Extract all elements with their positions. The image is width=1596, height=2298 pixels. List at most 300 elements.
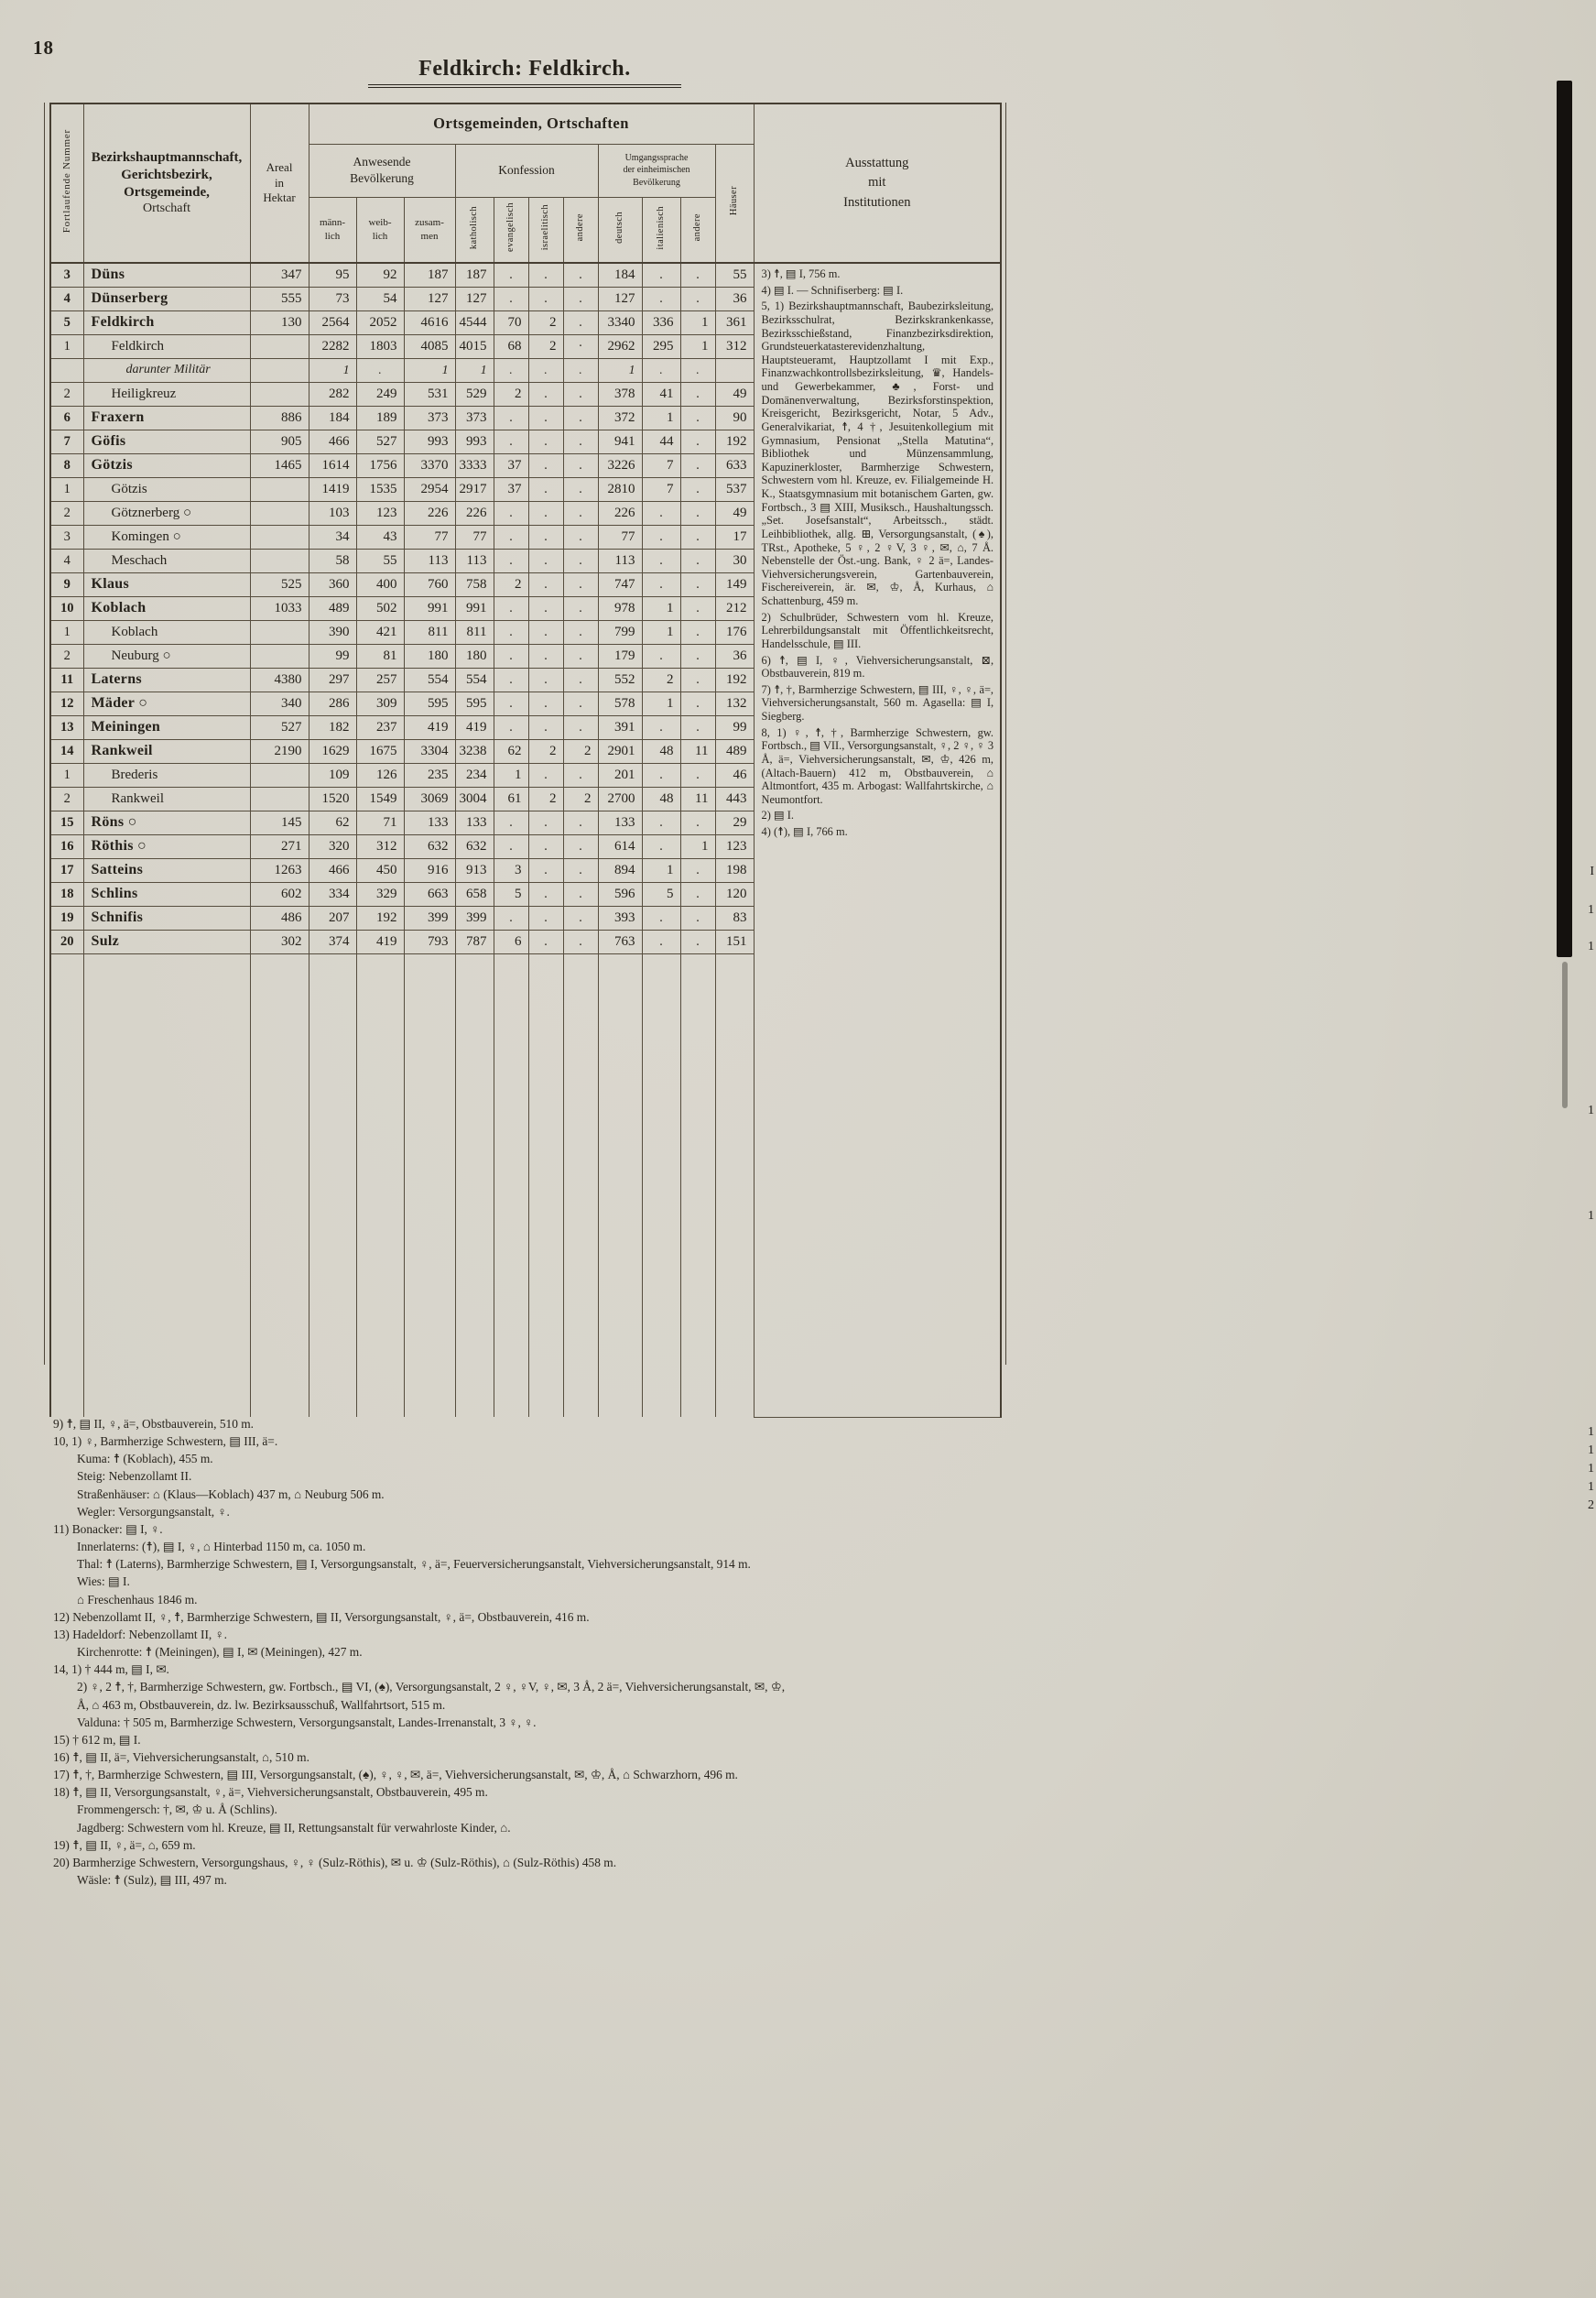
value-cell: 419 — [455, 716, 494, 740]
value-cell: 334 — [309, 883, 356, 907]
value-cell: 103 — [309, 502, 356, 526]
page-number: 18 — [33, 37, 54, 59]
institution-note: 7) ☨, †, Barmherzige Schwestern, ▤ III, ♀, ♀, ä=, Viehversicherungsanstalt, 560 m. Agasella: ▤ I, Siegberg. — [761, 682, 994, 723]
value-cell: 1 — [642, 692, 680, 716]
place-name: Götzis — [83, 454, 250, 478]
value-cell: . — [680, 407, 715, 430]
value-cell: . — [642, 550, 680, 573]
place-name: Götzis — [83, 478, 250, 502]
empty-cell — [528, 954, 563, 1418]
institution-note: 2) Schulbrüder, Schwestern vom hl. Kreuze, Lehrerbildungsanstalt mit Öffentlichkeitsrecht, Handelsschule, ▤ III. — [761, 610, 994, 650]
footnote-line: 13) Hadeldorf: Nebenzollamt II, ♀. — [53, 1627, 228, 1641]
value-cell: 271 — [250, 835, 309, 859]
row-number: 2 — [50, 502, 83, 526]
value-cell: 7 — [642, 478, 680, 502]
value-cell: 133 — [598, 811, 642, 835]
value-cell: 466 — [309, 859, 356, 883]
row-number: 1 — [50, 478, 83, 502]
value-cell: . — [680, 359, 715, 383]
value-cell: . — [528, 454, 563, 478]
value-cell: 90 — [715, 407, 754, 430]
value-cell: 226 — [455, 502, 494, 526]
value-cell: 419 — [404, 716, 455, 740]
value-cell: 41 — [642, 383, 680, 407]
col-header-katholisch: katholisch — [455, 197, 494, 263]
place-name: Feldkirch — [83, 311, 250, 335]
place-name: Klaus — [83, 573, 250, 597]
value-cell: 83 — [715, 907, 754, 931]
value-cell: 43 — [356, 526, 404, 550]
row-number: 5 — [50, 311, 83, 335]
footnote-line: Å, ⌂ 463 m, Obstbauverein, dz. lw. Bezirksausschuß, Wallfahrtsort, 515 m. — [77, 1697, 446, 1712]
value-cell — [250, 335, 309, 359]
col-header-andere-konfession: andere — [563, 197, 598, 263]
value-cell: 37 — [494, 478, 528, 502]
footnote-line: Valduna: † 505 m, Barmherzige Schwestern, Versorgungsanstalt, Landes-Irrenanstalt, 3 ♀, ♀. — [77, 1715, 537, 1729]
value-cell: 466 — [309, 430, 356, 454]
value-cell: 2 — [528, 311, 563, 335]
value-cell: 993 — [404, 430, 455, 454]
place-name: Mäder ○ — [83, 692, 250, 716]
institution-note: 5, 1) Bezirkshauptmannschaft, Baubezirksleitung, Bezirksschulrat, Bezirkskrankenkasse, Bezirksschießstand, Finanzbezirksdirektion, Grundsteuerkatasterevidenzhaltung, Hauptsteueramt, Hauptzollamt I mit Exp., Finanzwachkontrollsbezirksleitung, ♛, Handels- und Gewerbekammer, ♣, Forst- und Domänenverwaltung, Bezirksforstinspektion, Kreisgericht, Bezirksgericht, Notar, 5 Adv., Generalvikariat, ☨, 4 †, Jesuitenkollegium mit Gymnasium, Pensionat „Stella Matutina“, Bibliothek und Münzensammlung, Kapuzinerkloster, Barmherzige Schwestern, Schwestern vom hl. Kreuze, ev. Filialgemeinde H. K., Staatsgymnasium mit botanischem Garten, gw. Fortbsch., 3 ▤ XIII, Musiksch., Haushaltungssch. „Set. Josefsanstalt“, Arbeitssch., städt. Leihbibliothek, allg. ⊞, Versorgungsanstalt, (♠), TRst., Apotheke, 5 ♀, 2 ♀V, 3 ♀, ✉, ⌂, 7 Å. Nebenstelle der Öst.-ung. Bank, ♀ 2 ä=, Landes-Viehversicherungsverein, Gartenbauverein, Fischereiverein, är. ✉, ♔, Å, Kurhaus, ⌂ Schattenburg, 459 m. — [761, 300, 994, 607]
edge-bleed-character: 1 — [1588, 903, 1594, 917]
institution-note: 3) ☨, ▤ I, 756 m. — [761, 267, 841, 280]
value-cell: 192 — [715, 669, 754, 692]
value-cell: 48 — [642, 740, 680, 764]
value-cell: 554 — [404, 669, 455, 692]
place-name: Röthis ○ — [83, 835, 250, 859]
value-cell: 73 — [309, 288, 356, 311]
value-cell: 312 — [356, 835, 404, 859]
empty-cell — [455, 954, 494, 1418]
empty-cell — [563, 954, 598, 1418]
value-cell: 443 — [715, 788, 754, 811]
place-name: Dünserberg — [83, 288, 250, 311]
footnote-line: Straßenhäuser: ⌂ (Klaus—Koblach) 437 m, ⌂ Neuburg 506 m. — [77, 1487, 385, 1501]
row-number: 1 — [50, 764, 83, 788]
footnote-line: 19) ☨, ▤ II, ♀, ä=, ⌂, 659 m. — [53, 1837, 196, 1852]
value-cell: 5 — [642, 883, 680, 907]
value-cell: 2 — [563, 740, 598, 764]
row-number: 13 — [50, 716, 83, 740]
value-cell: 633 — [715, 454, 754, 478]
value-cell: 44 — [642, 430, 680, 454]
value-cell: 62 — [494, 740, 528, 764]
value-cell: 489 — [715, 740, 754, 764]
scan-edge-artifact — [1557, 81, 1572, 957]
row-number: 11 — [50, 669, 83, 692]
value-cell: . — [680, 478, 715, 502]
value-cell: 226 — [404, 502, 455, 526]
empty-cell — [680, 954, 715, 1418]
value-cell — [250, 788, 309, 811]
value-cell: 34 — [309, 526, 356, 550]
value-cell: 1 — [455, 359, 494, 383]
value-cell: 320 — [309, 835, 356, 859]
value-cell: 71 — [356, 811, 404, 835]
value-cell: 978 — [598, 597, 642, 621]
col-header-zusammen: zusam- men — [404, 197, 455, 263]
value-cell: . — [494, 502, 528, 526]
value-cell: 450 — [356, 859, 404, 883]
value-cell: 187 — [455, 263, 494, 288]
institution-note: 4) (☨), ▤ I, 766 m. — [761, 825, 848, 838]
footnote-line: Wäsle: ☨ (Sulz), ▤ III, 497 m. — [77, 1873, 227, 1888]
value-cell: 913 — [455, 859, 494, 883]
value-cell: 1535 — [356, 478, 404, 502]
value-cell: 151 — [715, 931, 754, 954]
value-cell: 54 — [356, 288, 404, 311]
value-cell: . — [642, 907, 680, 931]
row-number: 3 — [50, 526, 83, 550]
value-cell: 2 — [563, 788, 598, 811]
value-cell: . — [642, 359, 680, 383]
col-header-umgangssprache: Umgangssprache der einheimischen Bevölkerung — [598, 144, 715, 197]
place-name: Komingen ○ — [83, 526, 250, 550]
value-cell: . — [494, 811, 528, 835]
edge-bleed-character: 1 — [1588, 1209, 1594, 1223]
value-cell: . — [494, 835, 528, 859]
value-cell: 1 — [642, 407, 680, 430]
value-cell: . — [494, 645, 528, 669]
value-cell: . — [680, 811, 715, 835]
value-cell: . — [680, 550, 715, 573]
value-cell: . — [680, 526, 715, 550]
value-cell: 126 — [356, 764, 404, 788]
value-cell — [250, 550, 309, 573]
col-header-anwesende-bevoelkerung: Anwesende Bevölkerung — [309, 144, 455, 197]
value-cell: 399 — [455, 907, 494, 931]
value-cell: 68 — [494, 335, 528, 359]
value-cell: . — [494, 621, 528, 645]
value-cell: 941 — [598, 430, 642, 454]
value-cell: 799 — [598, 621, 642, 645]
value-cell: 92 — [356, 263, 404, 288]
value-cell: 595 — [404, 692, 455, 716]
table-header — [50, 103, 1001, 263]
footnote-line: 2) ♀, 2 ☨, †, Barmherzige Schwestern, gw. Fortbsch., ▤ VI, (♠), Versorgungsanstalt, 2 ♀, ♀V, ♀, ✉, 3 Å, 2 ä=, Viehversicherungsanstalt, ✉, ♔, — [77, 1680, 786, 1694]
value-cell: 99 — [715, 716, 754, 740]
value-cell: 282 — [309, 383, 356, 407]
value-cell: 1 — [598, 359, 642, 383]
place-name: Rankweil — [83, 740, 250, 764]
value-cell: 378 — [598, 383, 642, 407]
institution-note: 2) ▤ I. — [761, 809, 794, 822]
col-header-bezirkshauptmannschaft: Bezirkshauptmannschaft, Gerichtsbezirk, Ortsgemeinde, Ortschaft — [83, 103, 250, 263]
footnote-line: 12) Nebenzollamt II, ♀, ☨, Barmherzige Schwestern, ▤ II, Versorgungsanstalt, ♀, ä=, Obstbauverein, 416 m. — [53, 1609, 590, 1624]
value-cell — [250, 621, 309, 645]
value-cell: . — [563, 359, 598, 383]
value-cell: . — [528, 407, 563, 430]
value-cell: . — [563, 669, 598, 692]
value-cell: . — [528, 835, 563, 859]
row-number: 1 — [50, 621, 83, 645]
footnote-line: Wies: ▤ I. — [77, 1574, 130, 1589]
value-cell: 1 — [642, 597, 680, 621]
value-cell: 70 — [494, 311, 528, 335]
value-cell: . — [680, 931, 715, 954]
value-cell: 632 — [404, 835, 455, 859]
value-cell: 234 — [455, 764, 494, 788]
value-cell: 2 — [494, 573, 528, 597]
value-cell: 113 — [598, 550, 642, 573]
place-name: Neuburg ○ — [83, 645, 250, 669]
value-cell: 991 — [404, 597, 455, 621]
row-number: 3 — [50, 263, 83, 288]
value-cell: . — [528, 645, 563, 669]
value-cell: . — [563, 526, 598, 550]
row-number: 20 — [50, 931, 83, 954]
col-header-maennlich: männ- lich — [309, 197, 356, 263]
place-name: Meiningen — [83, 716, 250, 740]
group-header-ortsgemeinden-ortschaften: Ortsgemeinden, Ortschaften — [309, 103, 754, 144]
value-cell: . — [642, 502, 680, 526]
value-cell: 81 — [356, 645, 404, 669]
value-cell: 192 — [715, 430, 754, 454]
row-number — [50, 359, 83, 383]
value-cell: 1520 — [309, 788, 356, 811]
value-cell: 49 — [715, 383, 754, 407]
fortlaufende-nummer-label: Fortlaufende Nummer — [61, 128, 73, 234]
value-cell: 62 — [309, 811, 356, 835]
statistics-table — [49, 103, 1002, 1418]
value-cell: 99 — [309, 645, 356, 669]
value-cell: 894 — [598, 859, 642, 883]
place-name: Brederis — [83, 764, 250, 788]
value-cell: . — [563, 883, 598, 907]
value-cell: 373 — [455, 407, 494, 430]
value-cell: 1 — [642, 859, 680, 883]
value-cell: 1803 — [356, 335, 404, 359]
value-cell: 552 — [598, 669, 642, 692]
col-header-evangelisch: evangelisch — [494, 197, 528, 263]
row-number: 7 — [50, 430, 83, 454]
value-cell: . — [642, 288, 680, 311]
edge-bleed-character: I — [1590, 865, 1594, 878]
value-cell — [250, 764, 309, 788]
value-cell: 340 — [250, 692, 309, 716]
value-cell: . — [680, 288, 715, 311]
value-cell — [250, 478, 309, 502]
empty-cell — [309, 954, 356, 1418]
value-cell: . — [528, 716, 563, 740]
value-cell: 614 — [598, 835, 642, 859]
value-cell: 3 — [494, 859, 528, 883]
place-name: Schlins — [83, 883, 250, 907]
footnote-line: 18) ☨, ▤ II, Versorgungsanstalt, ♀, ä=, Viehversicherungsanstalt, Obstbauverein, 495 m. — [53, 1785, 488, 1800]
value-cell: 763 — [598, 931, 642, 954]
value-cell: 793 — [404, 931, 455, 954]
value-cell: . — [680, 430, 715, 454]
value-cell — [250, 359, 309, 383]
row-number: 2 — [50, 788, 83, 811]
value-cell: . — [680, 692, 715, 716]
row-number: 12 — [50, 692, 83, 716]
footnote-line: Wegler: Versorgungsanstalt, ♀. — [77, 1504, 230, 1519]
value-cell: 400 — [356, 573, 404, 597]
value-cell: 916 — [404, 859, 455, 883]
value-cell: 419 — [356, 931, 404, 954]
value-cell: 302 — [250, 931, 309, 954]
value-cell: 2700 — [598, 788, 642, 811]
value-cell: 658 — [455, 883, 494, 907]
value-cell: . — [563, 597, 598, 621]
col-header-israelitisch: israelitisch — [528, 197, 563, 263]
edge-bleed-character: 1 — [1588, 940, 1594, 953]
value-cell: . — [642, 716, 680, 740]
value-cell: . — [528, 764, 563, 788]
value-cell: . — [563, 859, 598, 883]
value-cell: 123 — [715, 835, 754, 859]
value-cell: 1419 — [309, 478, 356, 502]
empty-cell — [494, 954, 528, 1418]
value-cell: 991 — [455, 597, 494, 621]
value-cell: 145 — [250, 811, 309, 835]
value-cell: . — [528, 597, 563, 621]
value-cell: 531 — [404, 383, 455, 407]
value-cell: 486 — [250, 907, 309, 931]
edge-bleed-character: 2 — [1588, 1498, 1594, 1512]
value-cell: 180 — [455, 645, 494, 669]
edge-bleed-character: 1 — [1588, 1104, 1594, 1117]
value-cell: . — [528, 621, 563, 645]
footnote-line: 16) ☨, ▤ II, ä=, Viehversicherungsanstalt, ⌂, 510 m. — [53, 1749, 309, 1764]
value-cell: . — [528, 263, 563, 288]
value-cell: 347 — [250, 263, 309, 288]
value-cell: . — [528, 907, 563, 931]
value-cell: 2901 — [598, 740, 642, 764]
value-cell: . — [563, 573, 598, 597]
row-number: 6 — [50, 407, 83, 430]
value-cell: 886 — [250, 407, 309, 430]
value-cell: 123 — [356, 502, 404, 526]
value-cell: 6 — [494, 931, 528, 954]
value-cell: . — [563, 907, 598, 931]
place-name: Röns ○ — [83, 811, 250, 835]
value-cell: 257 — [356, 669, 404, 692]
value-cell: 1 — [680, 335, 715, 359]
value-cell: 184 — [598, 263, 642, 288]
value-cell: . — [680, 645, 715, 669]
value-cell: 527 — [356, 430, 404, 454]
value-cell: . — [680, 573, 715, 597]
value-cell: · — [563, 335, 598, 359]
value-cell: 249 — [356, 383, 404, 407]
value-cell: 374 — [309, 931, 356, 954]
value-cell: 189 — [356, 407, 404, 430]
value-cell: . — [528, 478, 563, 502]
value-cell: 578 — [598, 692, 642, 716]
value-cell: . — [642, 526, 680, 550]
value-cell: 133 — [404, 811, 455, 835]
empty-cell — [50, 954, 83, 1418]
place-name: Göfis — [83, 430, 250, 454]
value-cell: 1 — [680, 835, 715, 859]
empty-cell — [598, 954, 642, 1418]
value-cell: 329 — [356, 883, 404, 907]
value-cell: 2052 — [356, 311, 404, 335]
empty-cell — [715, 954, 754, 1418]
value-cell: . — [642, 263, 680, 288]
value-cell: 127 — [404, 288, 455, 311]
value-cell: 502 — [356, 597, 404, 621]
col-header-weiblich: weib- lich — [356, 197, 404, 263]
value-cell: . — [563, 407, 598, 430]
institution-note: 4) ▤ I. — Schnifiserberg: ▤ I. — [761, 283, 904, 297]
value-cell — [715, 359, 754, 383]
value-cell: 399 — [404, 907, 455, 931]
value-cell: 149 — [715, 573, 754, 597]
value-cell: . — [680, 859, 715, 883]
value-cell: 2 — [494, 383, 528, 407]
row-number: 17 — [50, 859, 83, 883]
value-cell: . — [528, 359, 563, 383]
value-cell: . — [563, 764, 598, 788]
value-cell: 2 — [528, 788, 563, 811]
value-cell: . — [528, 859, 563, 883]
value-cell: 113 — [455, 550, 494, 573]
value-cell: 58 — [309, 550, 356, 573]
value-cell: 95 — [309, 263, 356, 288]
row-number: 2 — [50, 383, 83, 407]
value-cell: 527 — [250, 716, 309, 740]
row-number: 15 — [50, 811, 83, 835]
value-cell: . — [528, 669, 563, 692]
value-cell: 1 — [680, 311, 715, 335]
value-cell: 55 — [715, 263, 754, 288]
value-cell — [250, 383, 309, 407]
value-cell: 297 — [309, 669, 356, 692]
value-cell: 4380 — [250, 669, 309, 692]
value-cell: 133 — [455, 811, 494, 835]
value-cell: . — [563, 835, 598, 859]
value-cell: 49 — [715, 502, 754, 526]
footnote-line: 11) Bonacker: ▤ I, ♀. — [53, 1521, 163, 1536]
value-cell: 77 — [598, 526, 642, 550]
value-cell: 537 — [715, 478, 754, 502]
value-cell: 55 — [356, 550, 404, 573]
value-cell: 1675 — [356, 740, 404, 764]
value-cell: 309 — [356, 692, 404, 716]
value-cell: 602 — [250, 883, 309, 907]
value-cell: . — [528, 430, 563, 454]
place-name: Düns — [83, 263, 250, 288]
empty-cell — [642, 954, 680, 1418]
place-name: Koblach — [83, 597, 250, 621]
value-cell: . — [642, 645, 680, 669]
place-name: darunter Militär — [83, 359, 250, 383]
value-cell: 4015 — [455, 335, 494, 359]
value-cell: 2954 — [404, 478, 455, 502]
value-cell: 179 — [598, 645, 642, 669]
value-cell: 187 — [404, 263, 455, 288]
institution-note: 8, 1) ♀, ☨, †, Barmherzige Schwestern, gw. Fortbsch., ▤ VII., Versorgungsanstalt, ♀, 2 ♀, ♀ 3 Å, ä=, Viehversicherungsanstalt, ✉, ♔, 426 m, (Altach-Bauern) 412 m, Obstbauverein, ⌂ Altmontfort, 435 m. Arbogast: Wallfahrtskirche, ⌂ Neumontfort. — [761, 725, 994, 806]
value-cell: 11 — [680, 788, 715, 811]
value-cell: . — [494, 263, 528, 288]
value-cell: 1033 — [250, 597, 309, 621]
value-cell: 130 — [250, 311, 309, 335]
value-cell: . — [528, 550, 563, 573]
table-outer-double-rule-right — [1005, 103, 1006, 1365]
value-cell: 176 — [715, 621, 754, 645]
value-cell: 113 — [404, 550, 455, 573]
value-cell — [250, 502, 309, 526]
value-cell: 595 — [455, 692, 494, 716]
footnote-line: 9) ☨, ▤ II, ♀, ä=, Obstbauverein, 510 m. — [53, 1417, 255, 1431]
place-name: Rankweil — [83, 788, 250, 811]
value-cell: . — [494, 716, 528, 740]
value-cell: 554 — [455, 669, 494, 692]
